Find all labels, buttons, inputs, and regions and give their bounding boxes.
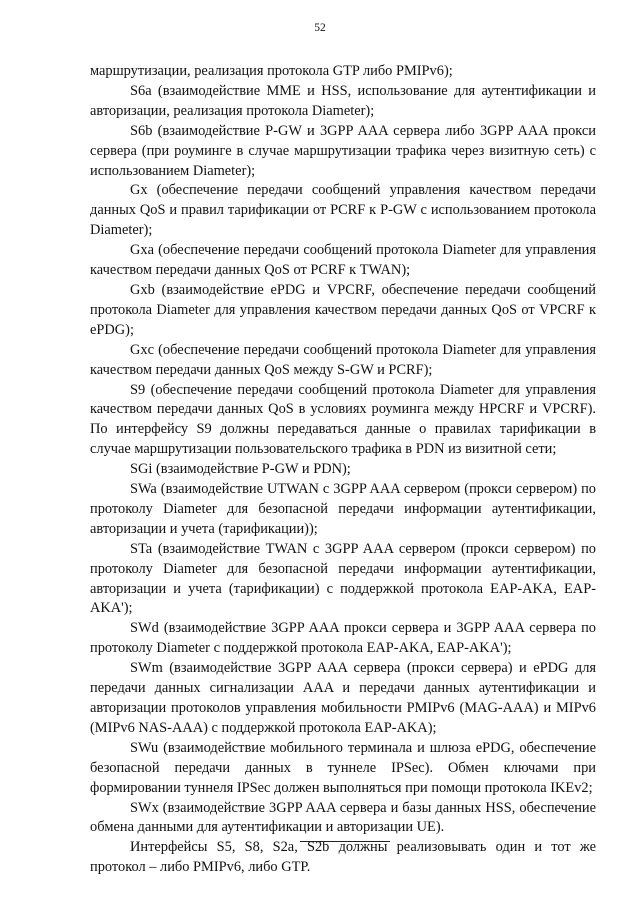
paragraph-gx: Gx (обеспечение передачи сообщений управления качеством передачи данных QoS и правил тарификации от PCRF к P-GW с использованием протокола Diameter);	[90, 182, 596, 239]
paragraph-continuation: маршрутизации, реализация протокола GTP либо PMIPv6);	[90, 63, 453, 79]
paragraph-s9: S9 (обеспечение передачи сообщений протокола Diameter для управления качеством передачи данных QoS в условиях роуминга между HPCRF и VPCRF). По интерфейсу S9 должны передаваться данные о правилах тарификации в случае маршрутизации пользовательского трафика в PDN из визитной сети;	[90, 381, 596, 458]
paragraph-sta: STa (взаимодействие TWAN с 3GPP AAA сервером (прокси сервером) по протоколу Diameter для безопасной передачи информации аутентификации, авторизации и учета (тарификации) с поддержкой протокола EAP-AKA, EAP-AKA');	[90, 540, 596, 617]
paragraph-swm: SWm (взаимодействие 3GPP AAA сервера (прокси сервера) и ePDG для передачи данных сигнализации AAA и передачи данных аутентификации и авторизации протоколов управления мобильности PMIPv6 (MAG-AAA) и MIPv6 (MIPv6 NAS-AAA) с поддержкой протокола EAP-AKA);	[90, 660, 596, 736]
paragraph-swu: SWu (взаимодействие мобильного терминала и шлюза ePDG, обеспечение безопасной передачи данных в туннеле IPSec). Обмен ключами при формировании туннеля IPSec должен выполняться при помощи протокола IKEv2;	[90, 739, 596, 796]
body-text	[90, 62, 596, 878]
paragraph-swx: SWx (взаимодействие 3GPP AAA сервера и базы данных HSS, обеспечение обмена данными для аутентификации и авторизации UE).	[90, 799, 596, 836]
page-number: 52	[314, 22, 326, 34]
footer-divider	[300, 841, 390, 842]
paragraph-gxa: Gxa (обеспечение передачи сообщений протокола Diameter для управления качеством передачи данных QoS от PCRF к TWAN);	[90, 242, 596, 279]
paragraph-gxb: Gxb (взаимодействие ePDG и VPCRF, обеспечение передачи сообщений протокола Diameter для управления качеством передачи данных QoS от VPCRF к ePDG);	[90, 281, 596, 338]
paragraph-s6b: S6b (взаимодействие P-GW и 3GPP AAA сервера либо 3GPP AAA прокси сервера (при роуминге в случае маршрутизации трафика через визитную сеть) с использованием Diameter);	[90, 122, 596, 179]
paragraph-swa: SWa (взаимодействие UTWAN с 3GPP AAA сервером (прокси сервером) по протоколу Diameter для безопасной передачи информации аутентификации, авторизации и учета (тарификации));	[90, 481, 596, 537]
paragraph-interfaces-protocol: Интерфейсы S5, S8, S2a, S2b должны реализовывать один и тот же протокол – либо PMIPv6, либо GTP.	[90, 839, 596, 876]
paragraph-swd: SWd (взаимодействие 3GPP AAA прокси сервера и 3GPP AAA сервера по протоколу Diameter с поддержкой протокола EAP-AKA, EAP-AKA');	[90, 620, 596, 657]
paragraph-sgi: SGi (взаимодействие P-GW и PDN);	[130, 461, 351, 478]
paragraph-s6a: S6a (взаимодействие MME и HSS, использование для аутентификации и авторизации, реализация протокола Diameter);	[90, 82, 596, 119]
paragraph-gxc: Gxc (обеспечение передачи сообщений протокола Diameter для управления качеством передачи данных QoS между S-GW и PCRF);	[90, 341, 596, 378]
